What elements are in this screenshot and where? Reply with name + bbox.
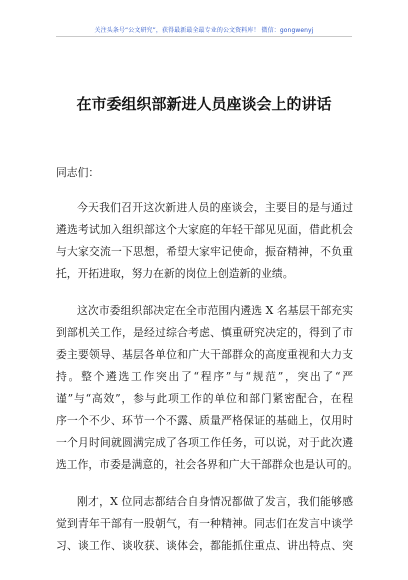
paragraph-line: 序一个不少、环节一个不露、质量严格保证的基础上，仅用时	[56, 414, 353, 427]
paragraph-line: 刚才，X 位同志都结合自身情况都做了发言，我们能够感	[77, 495, 353, 508]
header-divider	[56, 36, 352, 37]
paragraph-line: 持。整个遴选工作突出了“程序”与“规范”，突出了“严	[56, 370, 353, 383]
paragraph-2	[56, 300, 359, 476]
paragraph-line: 习、谈工作、谈收获、谈体会，都能抓住重点、讲出特点、突	[56, 539, 353, 552]
paragraph-line: 到部机关工作，是经过综合考虑、慎重研究决定的，得到了市	[56, 326, 353, 339]
paragraph-line: 觉到青年干部有一股朝气，有一种精神。同志们在发言中谈学	[56, 517, 353, 530]
paragraph-line: 这次市委组织部决定在全市范围内遴选 X 名基层干部充实	[77, 304, 353, 317]
paragraph-line: 今天我们召开这次新进人员的座谈会，主要目的是与通过	[77, 201, 353, 214]
paragraph-1	[56, 197, 353, 285]
paragraph-line: 一个月时间就圆满完成了各项工作任务，可以说，对于此次遴	[56, 436, 353, 449]
paragraph-line: 托，开拓进取，努力在新的岗位上创造新的业绩。	[56, 267, 294, 280]
header-notice: 关注头条号“公文研究”，获得最新最全最专业的公文资料库！ 微信：gongwenyj	[94, 27, 314, 34]
paragraph-line: 谨”与“高效”，参与此项工作的单位和部门紧密配合，在程	[56, 392, 353, 405]
paragraph-line: 选工作，市委是满意的，社会各界和广大干部群众也是认可的。	[56, 458, 359, 471]
document-title: 在市委组织部新进人员座谈会上的讲话	[76, 95, 332, 113]
paragraph-3	[56, 491, 353, 557]
document-body	[56, 162, 359, 572]
paragraph-line: 遴选考试加入组织部这个大家庭的年轻干部见见面，借此机会	[56, 223, 353, 236]
salutation: 同志们：	[56, 166, 100, 179]
paragraph-line: 与大家交流一下思想，希望大家牢记使命，振奋精神，不负重	[56, 245, 353, 258]
paragraph-line: 委主要领导、基层各单位和广大干部群众的高度重视和大力支	[56, 348, 353, 361]
